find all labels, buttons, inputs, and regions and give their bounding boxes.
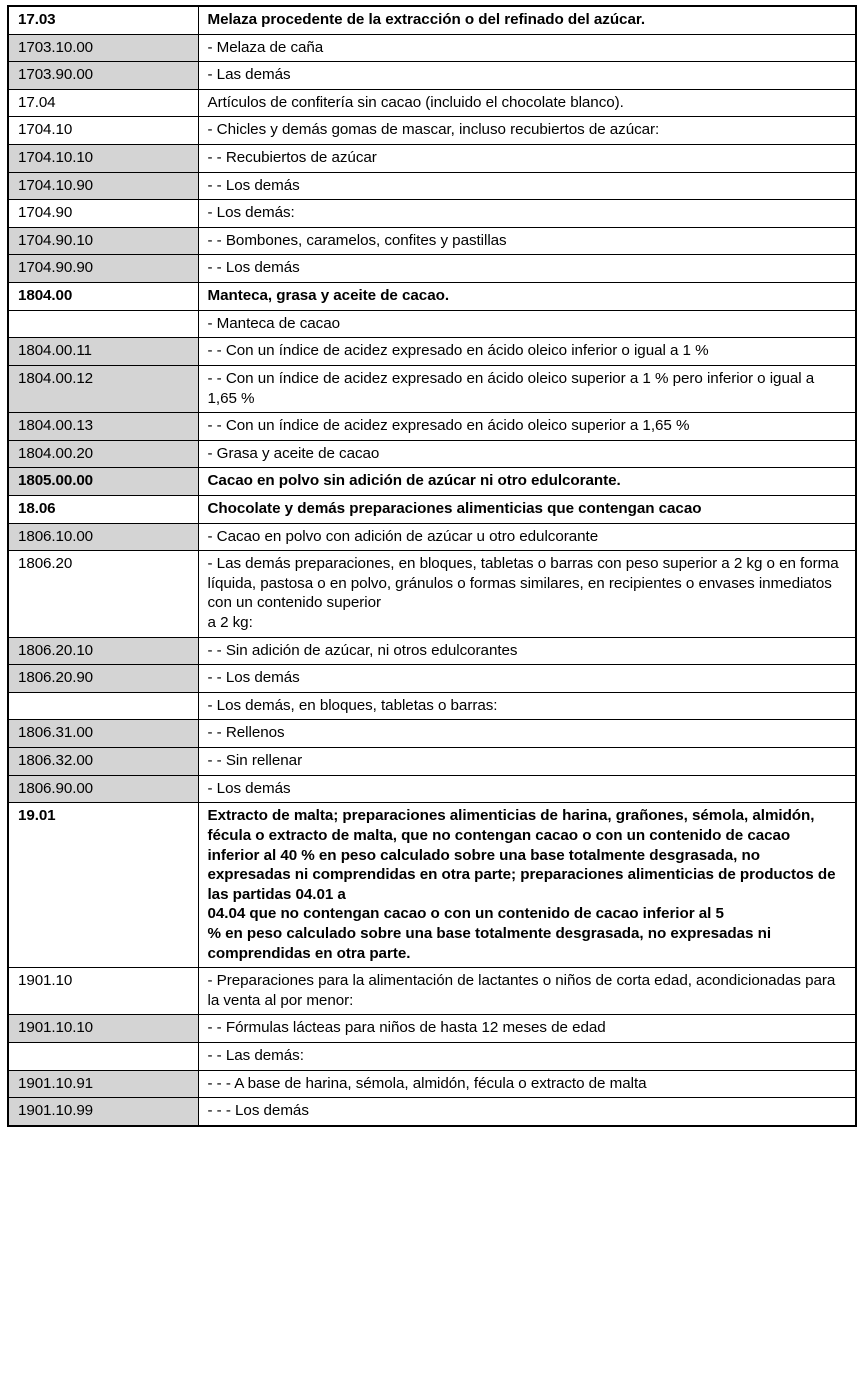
table-row	[8, 227, 856, 255]
table-row	[8, 523, 856, 551]
tariff-code-cell: 19.01	[8, 803, 198, 968]
tariff-description-cell: - Los demás	[198, 775, 856, 803]
tariff-description-cell: - Las demás	[198, 62, 856, 90]
tariff-code-cell: 1703.10.00	[8, 34, 198, 62]
tariff-classification-table	[7, 5, 857, 1127]
table-row	[8, 775, 856, 803]
table-row	[8, 145, 856, 173]
table-row	[8, 495, 856, 523]
table-row	[8, 748, 856, 776]
tariff-code-cell	[8, 692, 198, 720]
tariff-description-cell: - - Sin rellenar	[198, 748, 856, 776]
tariff-description-cell	[198, 551, 856, 637]
tariff-table-body	[8, 6, 856, 1126]
tariff-code-cell: 17.03	[8, 6, 198, 34]
table-row	[8, 1015, 856, 1043]
tariff-description-cell: - - Recubiertos de azúcar	[198, 145, 856, 173]
tariff-code-cell: 1804.00.13	[8, 413, 198, 441]
tariff-description-cell: - - Los demás	[198, 255, 856, 283]
tariff-code-cell: 1806.32.00	[8, 748, 198, 776]
table-row	[8, 803, 856, 968]
table-row	[8, 1042, 856, 1070]
tariff-description-cell: - Los demás, en bloques, tabletas o barras:	[198, 692, 856, 720]
description-line: - Las demás preparaciones, en bloques, tabletas o barras con peso superior a 2 kg o en forma líquida, pastosa o en polvo, gránulos o formas similares, en recipientes o envases inmediatos con un contenido superior	[207, 555, 839, 612]
tariff-description-cell: Cacao en polvo sin adición de azúcar ni otro edulcorante.	[198, 468, 856, 496]
table-row	[8, 1098, 856, 1126]
tariff-description-cell: - Cacao en polvo con adición de azúcar u otro edulcorante	[198, 523, 856, 551]
table-row	[8, 34, 856, 62]
tariff-description-cell: - Grasa y aceite de cacao	[198, 440, 856, 468]
tariff-code-cell: 1704.10	[8, 117, 198, 145]
tariff-code-cell: 1806.90.00	[8, 775, 198, 803]
table-row	[8, 310, 856, 338]
tariff-code-cell: 1703.90.00	[8, 62, 198, 90]
table-row	[8, 968, 856, 1015]
table-row	[8, 365, 856, 412]
tariff-code-cell	[8, 1042, 198, 1070]
table-row	[8, 551, 856, 637]
tariff-code-cell	[8, 310, 198, 338]
table-row	[8, 89, 856, 117]
table-row	[8, 117, 856, 145]
table-row	[8, 637, 856, 665]
tariff-description-cell: Chocolate y demás preparaciones alimenticias que contengan cacao	[198, 495, 856, 523]
tariff-code-cell: 1704.90.10	[8, 227, 198, 255]
tariff-code-cell: 1806.20.90	[8, 665, 198, 693]
tariff-code-cell: 18.06	[8, 495, 198, 523]
tariff-description-cell: Manteca, grasa y aceite de cacao.	[198, 283, 856, 311]
tariff-description-cell: - - Con un índice de acidez expresado en ácido oleico superior a 1,65 %	[198, 413, 856, 441]
tariff-description-cell: - - Los demás	[198, 172, 856, 200]
table-row	[8, 6, 856, 34]
table-row	[8, 338, 856, 366]
table-row	[8, 413, 856, 441]
tariff-description-cell: - Preparaciones para la alimentación de lactantes o niños de corta edad, acondicionadas para la venta al por menor:	[198, 968, 856, 1015]
tariff-description-cell	[198, 803, 856, 968]
tariff-description-cell: - - Con un índice de acidez expresado en ácido oleico inferior o igual a 1 %	[198, 338, 856, 366]
tariff-description-cell: - - - A base de harina, sémola, almidón, fécula o extracto de malta	[198, 1070, 856, 1098]
table-row	[8, 200, 856, 228]
table-row	[8, 440, 856, 468]
tariff-description-cell: Melaza procedente de la extracción o del refinado del azúcar.	[198, 6, 856, 34]
table-row	[8, 255, 856, 283]
tariff-description-cell: - - Las demás:	[198, 1042, 856, 1070]
tariff-code-cell: 1806.31.00	[8, 720, 198, 748]
tariff-code-cell: 17.04	[8, 89, 198, 117]
tariff-description-cell: - Manteca de cacao	[198, 310, 856, 338]
table-row	[8, 692, 856, 720]
tariff-description-cell: - - Los demás	[198, 665, 856, 693]
description-line: a 2 kg:	[207, 614, 253, 632]
tariff-code-cell: 1704.90	[8, 200, 198, 228]
table-row	[8, 1070, 856, 1098]
tariff-code-cell: 1806.20.10	[8, 637, 198, 665]
description-line: Extracto de malta; preparaciones alimenticias de harina, grañones, sémola, almidón, fécula o extracto de malta, que no contengan cacao o con un contenido de cacao inferior al 40 % en peso calculado sobre una base totalmente desgrasada, no expresadas ni comprendidas en otra parte; preparaciones alimenticias de productos de las partidas 04.01 a	[207, 807, 836, 903]
description-line: 04.04 que no contengan cacao o con un contenido de cacao inferior al 5	[207, 905, 724, 923]
tariff-description-cell: - - Bombones, caramelos, confites y pastillas	[198, 227, 856, 255]
tariff-description-cell: - - Fórmulas lácteas para niños de hasta 12 meses de edad	[198, 1015, 856, 1043]
tariff-description-cell: - Melaza de caña	[198, 34, 856, 62]
tariff-description-cell: - Chicles y demás gomas de mascar, incluso recubiertos de azúcar:	[198, 117, 856, 145]
tariff-code-cell: 1901.10.91	[8, 1070, 198, 1098]
table-row	[8, 62, 856, 90]
tariff-code-cell: 1806.20	[8, 551, 198, 637]
tariff-code-cell: 1804.00.12	[8, 365, 198, 412]
tariff-code-cell: 1806.10.00	[8, 523, 198, 551]
tariff-description-cell: - - Con un índice de acidez expresado en ácido oleico superior a 1 % pero inferior o igual a 1,65 %	[198, 365, 856, 412]
tariff-code-cell: 1901.10.99	[8, 1098, 198, 1126]
tariff-code-cell: 1804.00	[8, 283, 198, 311]
tariff-code-cell: 1704.90.90	[8, 255, 198, 283]
table-row	[8, 283, 856, 311]
description-line: % en peso calculado sobre una base totalmente desgrasada, no expresadas ni comprendidas en otra parte.	[207, 924, 771, 962]
tariff-code-cell: 1901.10.10	[8, 1015, 198, 1043]
table-row	[8, 665, 856, 693]
tariff-code-cell: 1704.10.10	[8, 145, 198, 173]
tariff-description-cell: Artículos de confitería sin cacao (incluido el chocolate blanco).	[198, 89, 856, 117]
tariff-code-cell: 1901.10	[8, 968, 198, 1015]
table-row	[8, 468, 856, 496]
tariff-code-cell: 1804.00.20	[8, 440, 198, 468]
table-row	[8, 720, 856, 748]
tariff-description-cell: - Los demás:	[198, 200, 856, 228]
tariff-description-cell: - - - Los demás	[198, 1098, 856, 1126]
tariff-code-cell: 1805.00.00	[8, 468, 198, 496]
tariff-code-cell: 1704.10.90	[8, 172, 198, 200]
tariff-description-cell: - - Sin adición de azúcar, ni otros edulcorantes	[198, 637, 856, 665]
table-row	[8, 172, 856, 200]
tariff-code-cell: 1804.00.11	[8, 338, 198, 366]
tariff-description-cell: - - Rellenos	[198, 720, 856, 748]
